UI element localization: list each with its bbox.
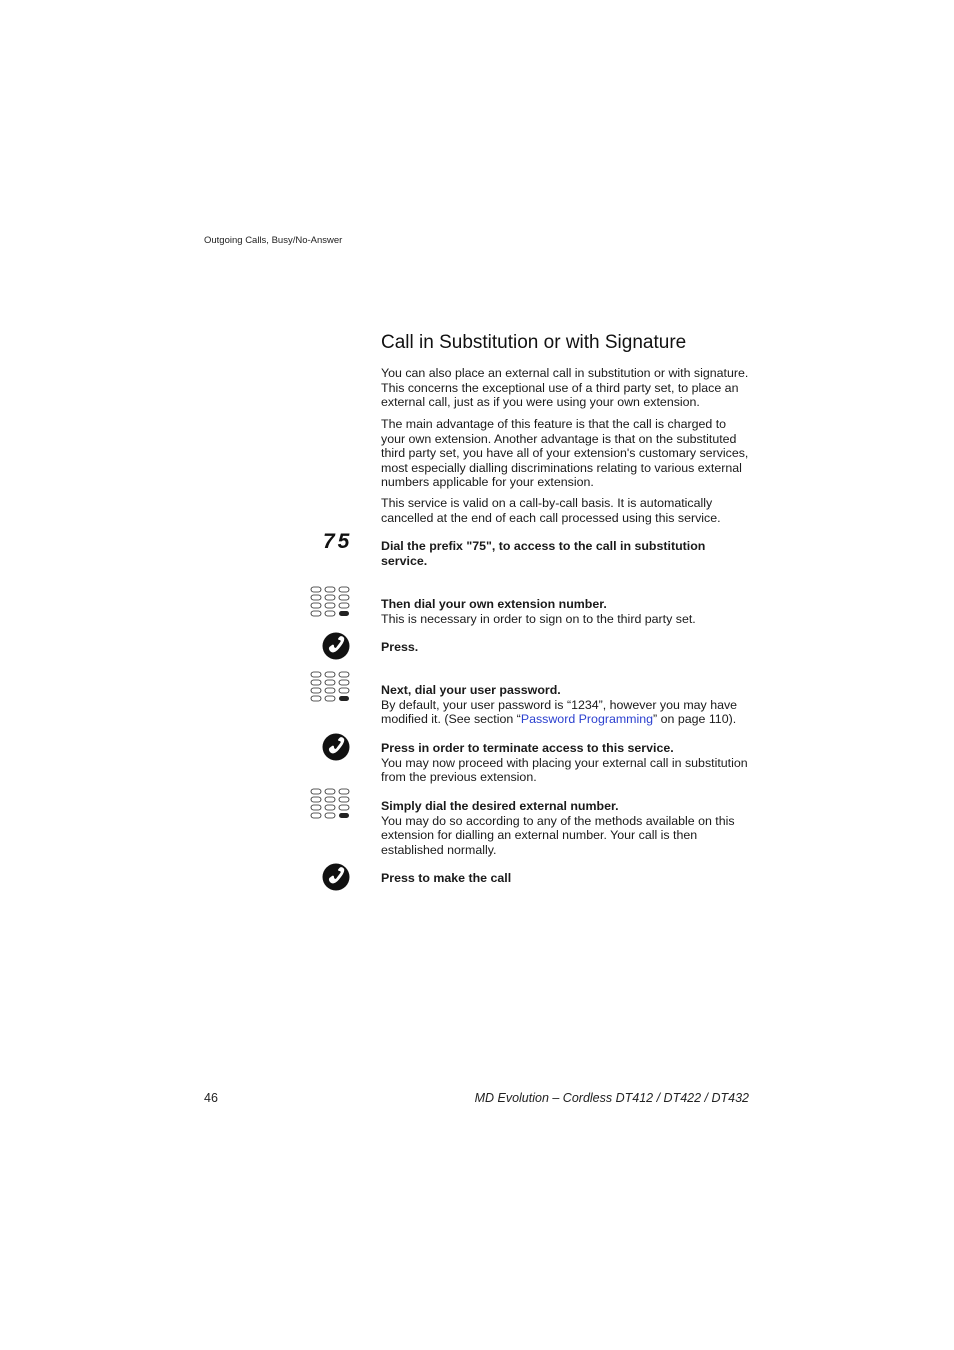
step-description: This is necessary in order to sign on to the third party set.	[381, 611, 696, 626]
document-title: MD Evolution – Cordless DT412 / DT422 / DT432	[474, 1091, 749, 1105]
step-description: By default, your user password is “1234”, however you may have modified it. (See section “	[381, 697, 738, 726]
keypad-icon	[310, 788, 350, 820]
step-item	[381, 683, 753, 727]
step-item	[381, 539, 753, 568]
step-title: Press to make the call	[381, 871, 512, 885]
step-title: Dial the prefix "75", to access to the call in substitution service.	[381, 539, 706, 568]
handset-icon	[322, 863, 350, 891]
page-number: 46	[204, 1091, 218, 1105]
keypad-icon	[310, 586, 350, 618]
step-title: Next, dial your user password.	[381, 683, 561, 697]
intro-paragraph: You can also place an external call in substitution or with signature. This concerns the exceptional use of a third party set, to place an external call, just as if you were using your own extension.	[381, 366, 749, 409]
handset-icon	[322, 632, 350, 660]
intro-paragraph: The main advantage of this feature is that the call is charged to your own extension. Another advantage is that on the substituted third party set, you have all of your extension's customary services, most especially dialling discriminations relating to various external numbers applicable for your extension.	[381, 417, 749, 489]
keypad-icon	[310, 671, 350, 703]
step-item	[381, 597, 753, 626]
section-title: Call in Substitution or with Signature	[381, 332, 687, 353]
step-item	[381, 799, 753, 857]
handset-icon	[322, 733, 350, 761]
intro-paragraph: This service is valid on a call-by-call basis. It is automatically cancelled at the end of each call processed using this service.	[381, 496, 721, 525]
step-description: You may now proceed with placing your external call in substitution from the previous extension.	[381, 755, 748, 784]
step-item	[381, 741, 753, 785]
step-description: ” on page 110).	[653, 712, 737, 726]
step-item	[381, 640, 753, 655]
step-item	[381, 871, 753, 886]
step-title: Then dial your own extension number.	[381, 597, 607, 611]
prefix-digits: 75	[323, 530, 353, 553]
step-description: You may do so according to any of the methods available on this extension for dialling an external number. Your call is then established normally.	[381, 813, 735, 857]
password-programming-link[interactable]: Password Programming	[520, 712, 654, 726]
step-title: Simply dial the desired external number.	[381, 799, 619, 813]
running-header: Outgoing Calls, Busy/No-Answer	[204, 235, 343, 246]
step-title: Press in order to terminate access to this service.	[381, 741, 674, 755]
step-title: Press.	[381, 640, 419, 654]
